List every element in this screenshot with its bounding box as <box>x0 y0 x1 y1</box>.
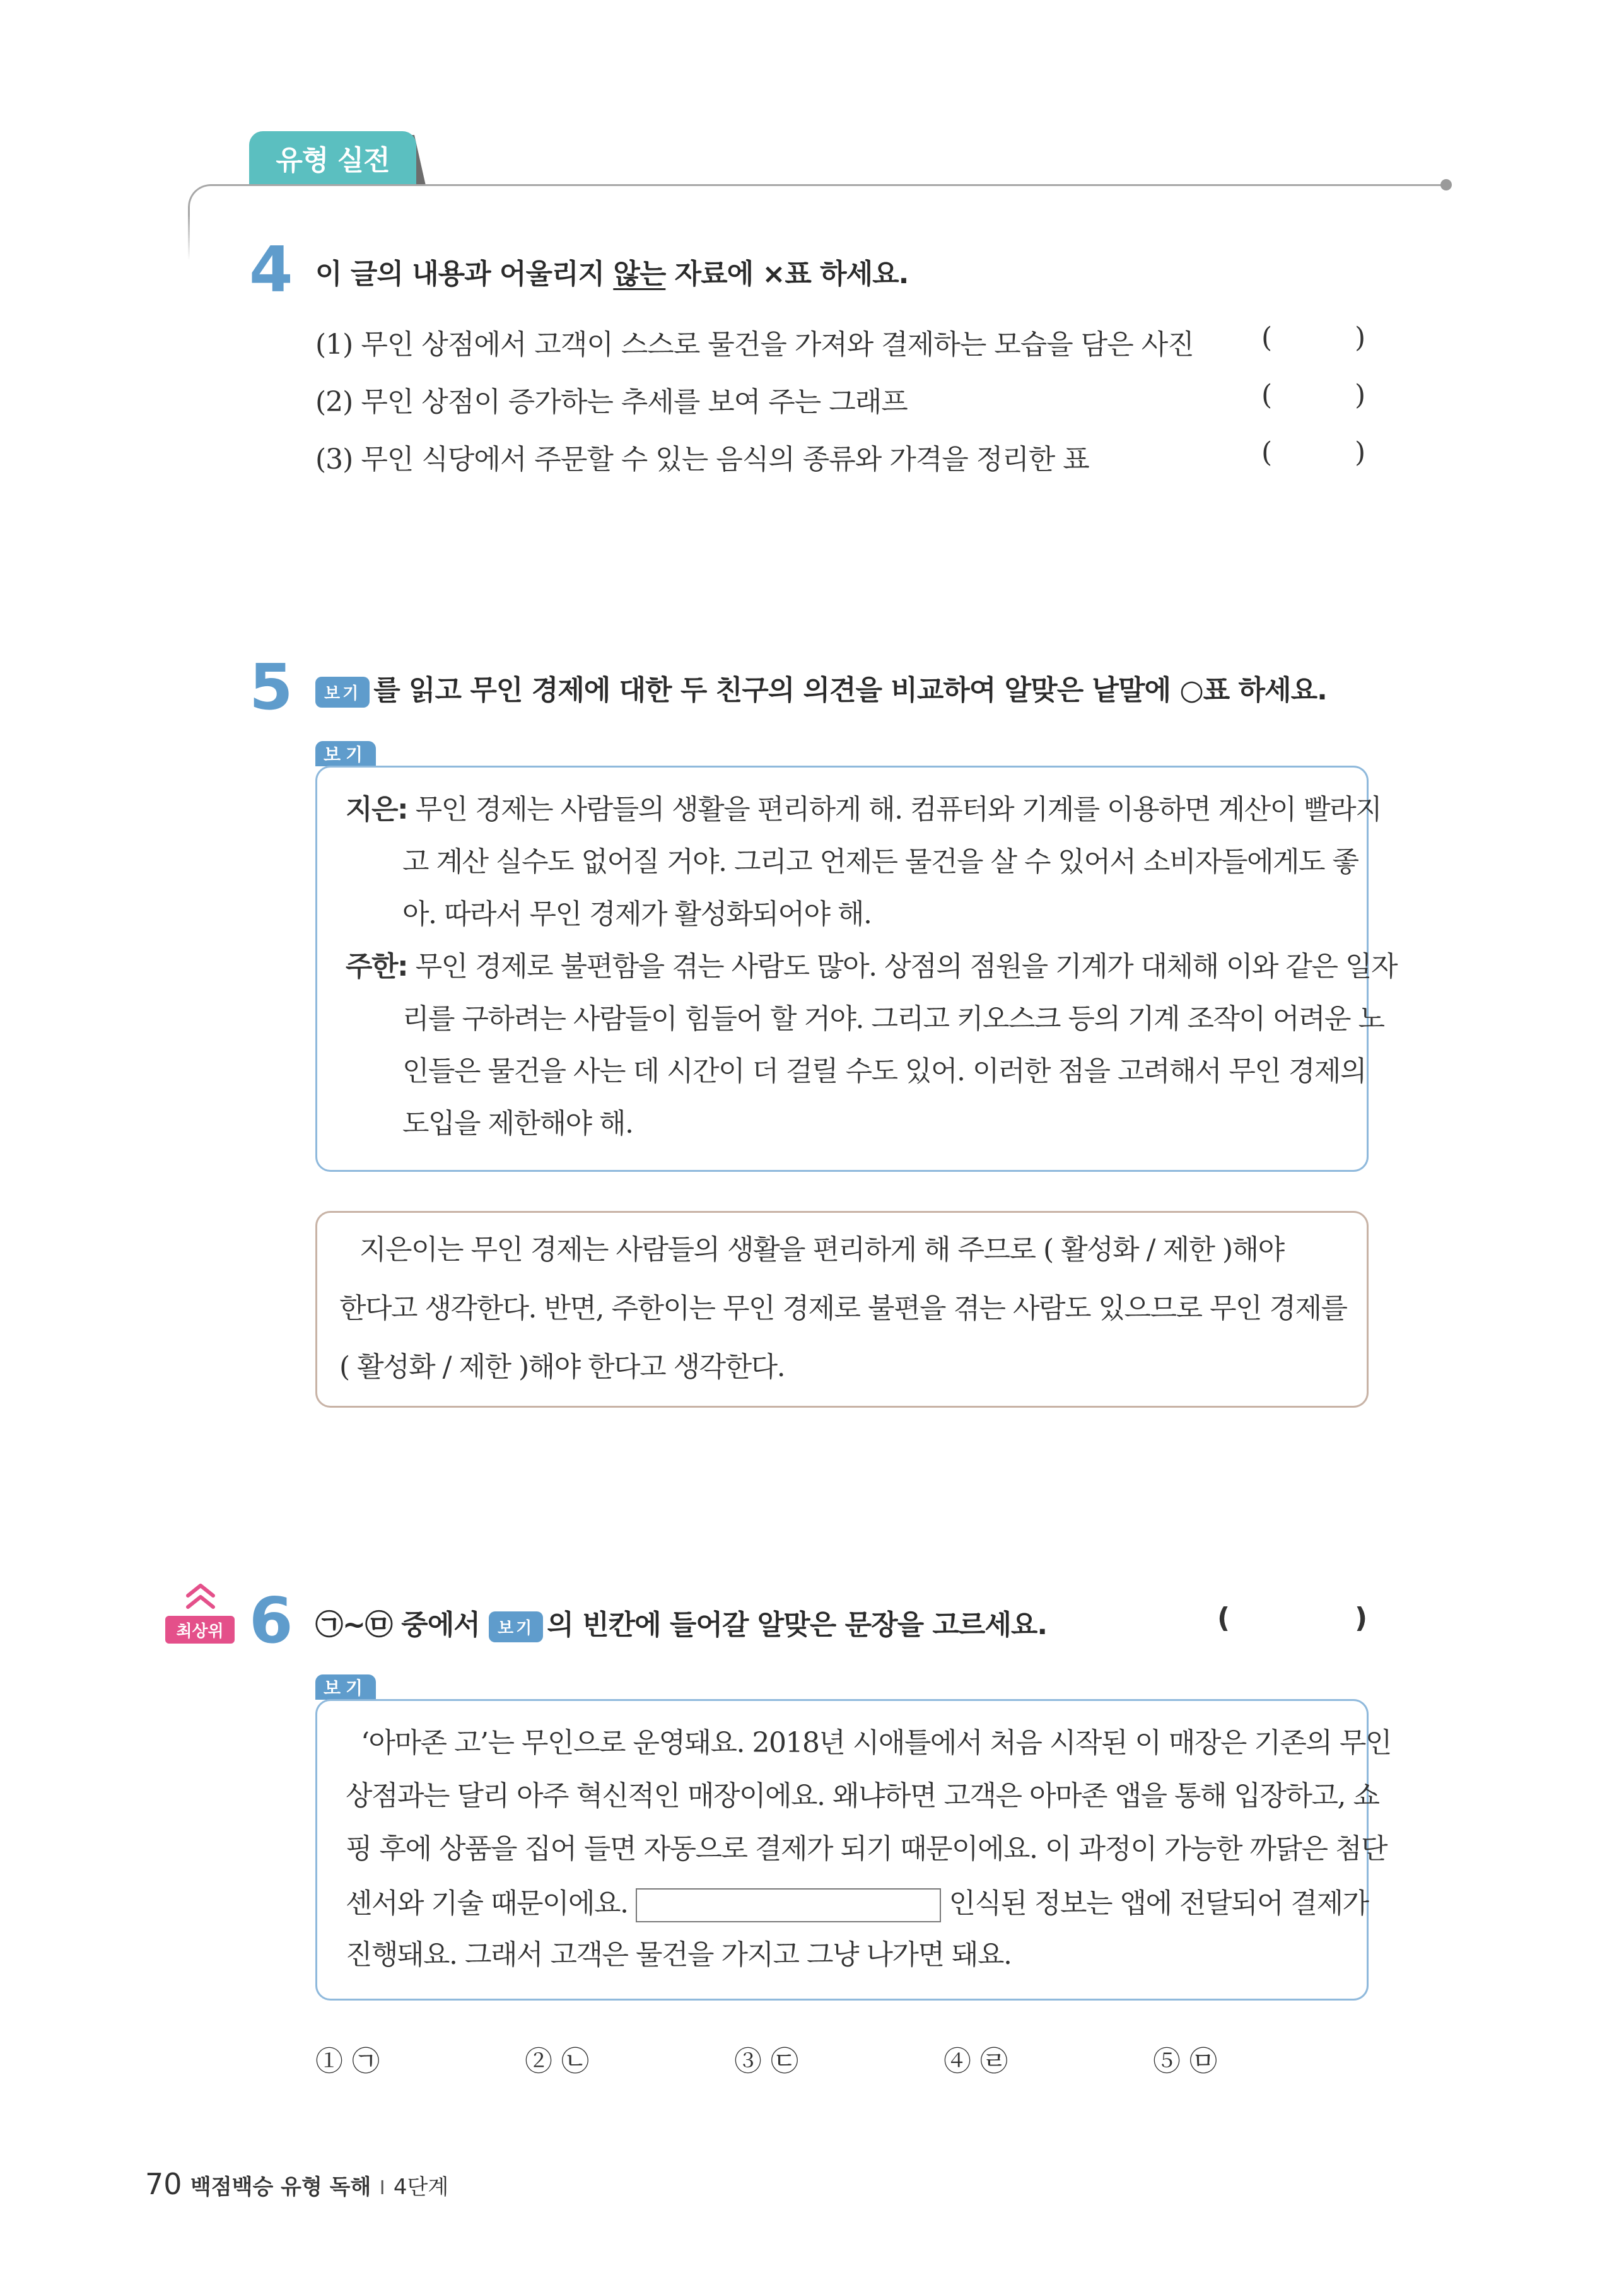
answer-blank <box>636 1888 941 1922</box>
q5-summary-line-2: 한다고 생각한다. 반면, 주한이는 무인 경제로 불편을 겪는 사람도 있으므로 무인 경제를 <box>339 1292 1347 1324</box>
q4-answer-close-2: ) <box>1355 379 1366 411</box>
bogi-badge: 보기 <box>489 1611 543 1642</box>
book-title: 백점백승 유형 독해 <box>190 2175 371 2200</box>
q4-item-1: (1) 무인 상점에서 고객이 스스로 물건을 가져와 결제하는 모습을 담은 사진 <box>315 329 1194 361</box>
q4-prompt-underlined: 않는 <box>613 258 666 290</box>
q6-bogi-line-1: ‘아마존 고’는 무인으로 운영돼요. 2018년 시애틀에서 처음 시작된 이 매장은 기존의 무인 <box>361 1727 1391 1759</box>
q5-summary-line-3[interactable]: ( 활성화 / 제한 )해야 한다고 생각한다. <box>339 1351 785 1383</box>
q4-answer-open-1[interactable]: ( <box>1261 322 1273 354</box>
q6-bogi-line-2: 상점과는 달리 아주 혁신적인 매장이에요. 왜냐하면 고객은 아마존 앱을 통해 입장하고, 쇼 <box>346 1780 1379 1812</box>
q5-bogi-line-6: 인들은 물건을 사는 데 시간이 더 걸릴 수도 있어. 이러한 점을 고려해서 무인 경제의 <box>402 1055 1366 1087</box>
q4-answer-close-1: ) <box>1355 322 1366 354</box>
q6-choice-4[interactable]: ④ ㉣ <box>943 2045 1008 2077</box>
question-6-number: 6 <box>249 1584 293 1657</box>
question-4-prompt <box>315 251 908 291</box>
q5-bogi-line-2: 고 계산 실수도 없어질 거야. 그리고 언제든 물건을 살 수 있어서 소비자들에게도 좋 <box>402 846 1358 878</box>
q6-choice-2[interactable]: ② ㉡ <box>525 2045 589 2077</box>
page-number: 70 <box>145 2167 182 2201</box>
q5-bogi-line-5: 리를 구하려는 사람들이 힘들어 할 거야. 그리고 키오스크 등의 기계 조작이 어려운 노 <box>402 1003 1384 1035</box>
header-rule-dot <box>1440 179 1452 190</box>
q5-prompt-text: 를 읽고 무인 경제에 대한 두 친구의 의견을 비교하여 알맞은 낱말에 ○표 하세요. <box>373 674 1327 706</box>
section-tab: 유형 실전 <box>249 131 416 184</box>
question-4-number: 4 <box>249 233 293 307</box>
question-6-prompt <box>315 1602 1047 1642</box>
q4-answer-close-3: ) <box>1355 436 1366 469</box>
level-label: 4단계 <box>393 2175 449 2200</box>
q5-bogi-line-3: 아. 따라서 무인 경제가 활성화되어야 해. <box>402 898 872 930</box>
q6-bogi-line-3: 핑 후에 상품을 집어 들면 자동으로 결제가 되기 때문이에요. 이 과정이 가능한 까닭은 첨단 <box>346 1833 1387 1865</box>
q6-bogi-line-5: 진행돼요. 그래서 고객은 물건을 가지고 그냥 나가면 돼요. <box>346 1939 1012 1971</box>
header-rule <box>188 184 1445 260</box>
q4-item-3: (3) 무인 식당에서 주문할 수 있는 음식의 종류와 가격을 정리한 표 <box>315 443 1089 476</box>
q5-bogi-line-4: 주한: 무인 경제로 불편함을 겪는 사람도 많아. 상점의 점원을 기계가 대체해 이와 같은 일자 <box>346 950 1398 983</box>
q5-bogi-line-7: 도입을 제한해야 해. <box>402 1107 633 1140</box>
q6-choice-5[interactable]: ⑤ ㉤ <box>1153 2045 1217 2077</box>
q5-summary-line-1[interactable]: 지은이는 무인 경제는 사람들의 생활을 편리하게 해 주므로 ( 활성화 / 제한 )해야 <box>359 1234 1284 1266</box>
q4-prompt-after: 자료에 ×표 하세요. <box>665 258 909 290</box>
q6-answer-close: ) <box>1355 1602 1368 1634</box>
q5-bogi-tab: 보기 <box>315 741 376 766</box>
q4-prompt-before: 이 글의 내용과 어울리지 <box>315 258 614 290</box>
tier-badge: 최상위 <box>165 1616 235 1644</box>
q5-bogi-line-1: 지은: 무인 경제는 사람들의 생활을 편리하게 해. 컴퓨터와 기계를 이용하면 계산이 빨라지 <box>346 793 1382 826</box>
question-5-prompt <box>315 667 1327 708</box>
q6-bogi-line-4: 센서와 기술 때문이에요. 인식된 정보는 앱에 전달되어 결제가 <box>346 1888 1368 1922</box>
question-5-number: 5 <box>249 650 293 724</box>
q6-bogi-tab: 보기 <box>315 1674 376 1700</box>
q4-item-2: (2) 무인 상점이 증가하는 추세를 보여 주는 그래프 <box>315 386 908 418</box>
q6-answer-open[interactable]: ( <box>1217 1602 1230 1634</box>
bogi-badge: 보기 <box>315 677 370 708</box>
q4-answer-open-3[interactable]: ( <box>1261 436 1273 469</box>
q4-answer-open-2[interactable]: ( <box>1261 379 1273 411</box>
footer-separator: I <box>379 2177 385 2199</box>
q6-prompt-range: ㉠~㉤ 중에서 <box>315 1609 489 1641</box>
page-footer <box>145 2167 448 2201</box>
q6-choice-1[interactable]: ① ㉠ <box>315 2045 380 2077</box>
q6-prompt-text: 의 빈칸에 들어갈 알맞은 문장을 고르세요. <box>547 1609 1048 1641</box>
q6-choice-3[interactable]: ③ ㉢ <box>734 2045 798 2077</box>
tier-chevron-icon <box>184 1582 217 1612</box>
